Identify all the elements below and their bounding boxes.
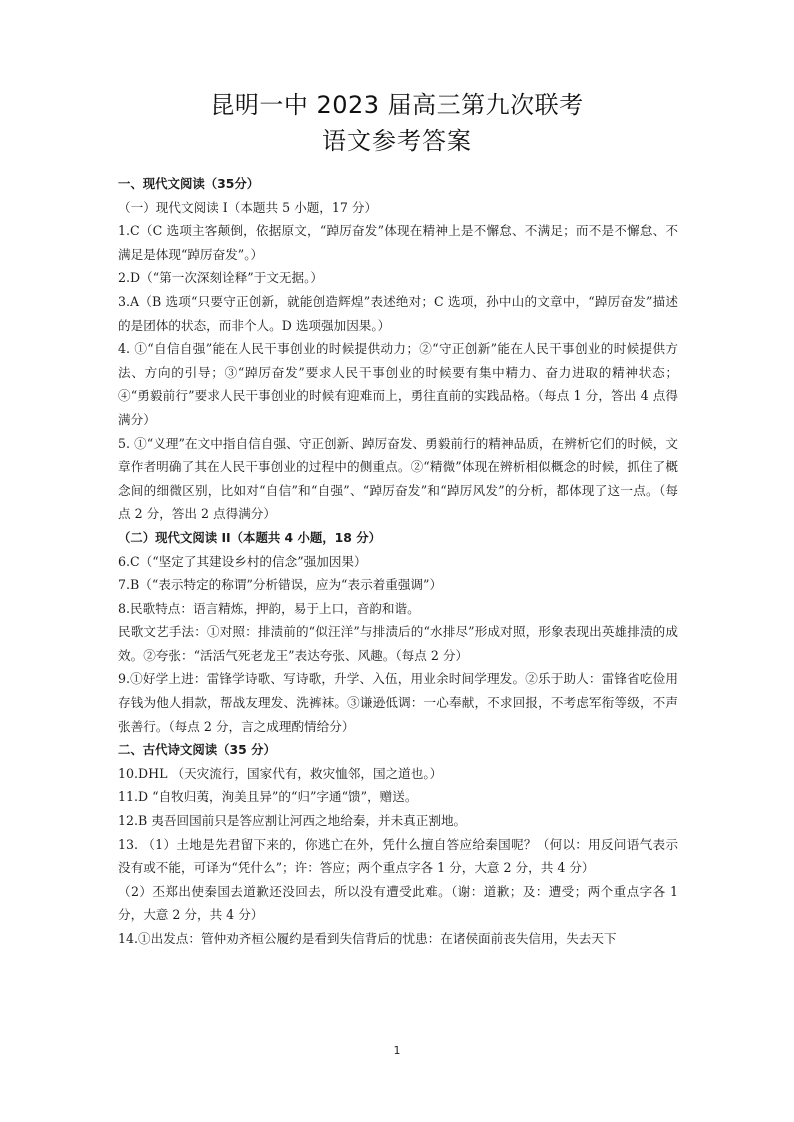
answer-paragraph: 5. ①“义理”在文中指自信自强、守正创新、踔厉奋发、勇毅前行的精神品质，在辨析它们的时候，文章作者明确了其在人民干事创业的过程中的侧重点。②“精微”体现在辨析相似概念的时候，抓住了概念间的细微区别，比如对“自信”和“自强”、“踔厉奋发”和“踔厉风发”的分析，都体现了这一点。（每点 2 分，答出 2 点得满分） [118,435,678,522]
answer-paragraph: 4. ①“自信自强”能在人民干事创业的时候提供动力；②“守正创新”能在人民干事创业的时候提供方法、方向的引导；③“踔厉奋发”要求人民干事创业的时候要有集中精力、奋力进取的精神状态；④“勇毅前行”要求人民干事创业的时候有迎难而上，勇往直前的实践品格。（每点 1 分，答出 4 点得满分） [118,341,678,427]
answer-paragraph: 2.D（“第一次深刻诠释”于文无据。） [118,270,324,286]
answer-paragraph: （一）现代文阅读 I（本题共 5 小题，17 分） [118,199,378,215]
answer-paragraph: 13. （1）土地是先君留下来的，你逃亡在外，凭什么擅自答应给秦国呢？（何以：用反问语气表示没有或不能，可译为“凭什么”；许：答应；两个重点字各 1 分，大意 2 分，共 4 分） [118,836,678,876]
answer-paragraph: 1.C（C 选项主客颠倒，依据原文，“踔厉奋发”体现在精神上是不懈怠、不满足；而不是不懈怠、不满足是体现“踔厉奋发”。） [118,223,678,262]
title-line-1: 昆明一中 2023 届高三第九次联考 [210,91,584,119]
answer-paragraph: 8.民歌特点：语言精炼，押韵，易于上口，音韵和谐。 [118,600,420,616]
section-heading: （二）现代文阅读 II（本题共 4 小题，18 分） [118,529,381,545]
answer-paragraph: 11.D “自牧归荑，洵美且异”的“归”字通“馈”，赠送。 [118,789,418,805]
answer-paragraph: 6.C（“坚定了其建设乡村的信念”强加因果） [118,553,367,569]
page-number: 1 [393,1044,401,1057]
section-heading: 二、古代诗文阅读（35 分） [118,742,276,758]
answer-paragraph: 12.B 夷吾回国前只是答应割让河西之地给秦，并未真正割地。 [118,813,467,829]
document-title [0,88,794,158]
answer-paragraph: 7.B（“表示特定的称谓”分析错误，应为“表示着重强调”） [118,577,443,593]
answer-paragraph: 3.A（B 选项“只要守正创新，就能创造辉煌”表述绝对；C 选项，孙中山的文章中，“踔厉奋发”描述的是团体的状态，而非个人。D 选项强加因果。） [118,293,678,333]
answer-paragraph: （2）丕郑出使秦国去道歉还没回去，所以没有遭受此难。（谢：道歉；及：遭受；两个重点字各 1 分，大意 2 分，共 4 分） [118,883,678,923]
answer-content [118,172,678,951]
answer-paragraph: 10.DHL （天灾流行，国家代有，救灾恤邻，国之道也。） [118,765,443,781]
title-line-2: 语文参考答案 [322,127,472,155]
answer-paragraph: 14.①出发点：管仲劝齐桓公履约是看到失信背后的忧患：在诸侯面前丧失信用，失去天下 [118,931,617,946]
answer-paragraph: 9.①好学上进：雷锋学诗歌、写诗歌，升学、入伍，用业余时间学理发。②乐于助人：雷锋省吃俭用存钱为他人捐款，帮战友理发、洗裤袜。③谦逊低调：一心奉献，不求回报，不考虑军衔等级，不声张善行。（每点 2 分，言之成理酌情给分） [118,671,678,734]
section-heading: 一、现代文阅读（35分） [118,176,260,191]
answer-paragraph: 民歌文艺手法：①对照：排渍前的“似汪洋”与排渍后的“水排尽”形成对照，形象表现出英雄排渍的成效。②夸张：“活活气死老龙王”表达夸张、风趣。（每点 2 分） [118,624,678,663]
